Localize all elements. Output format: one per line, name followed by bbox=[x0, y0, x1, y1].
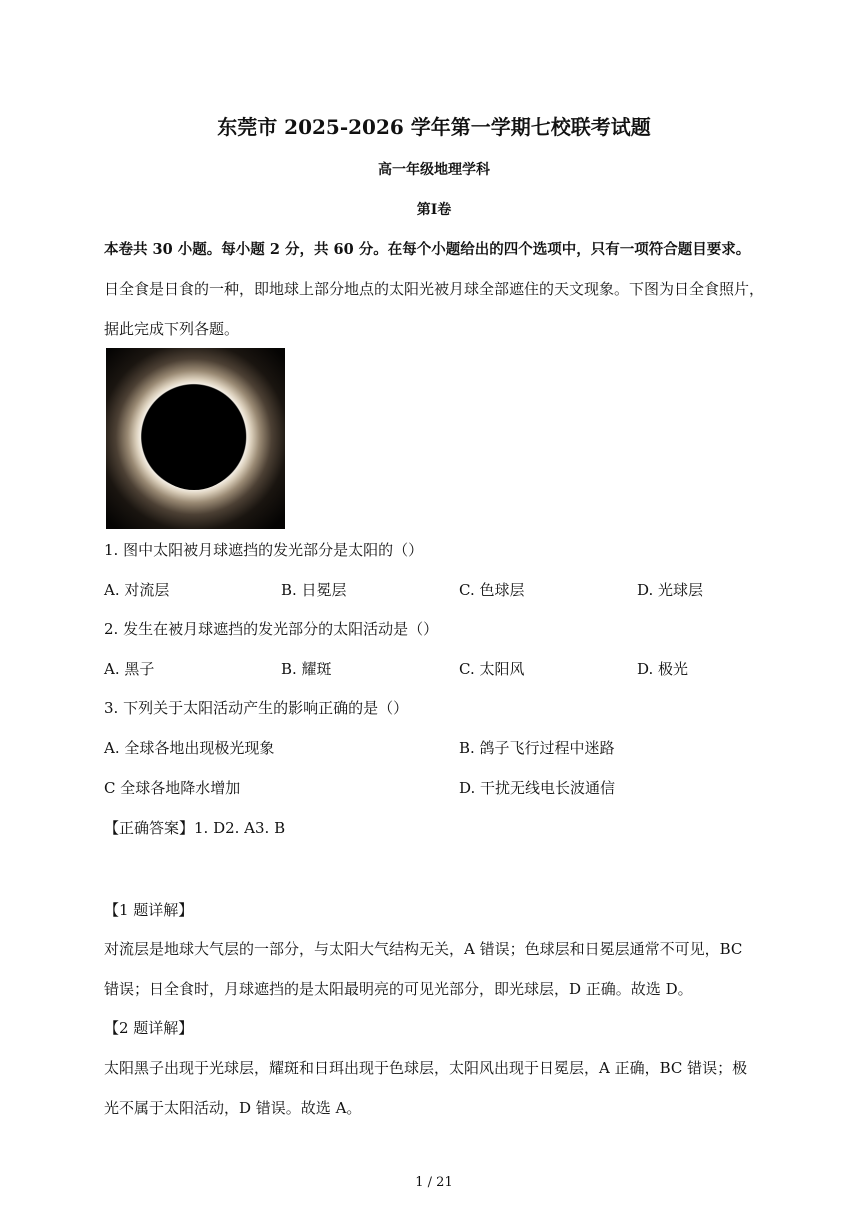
question-2-option-d: D. 极光 bbox=[637, 660, 689, 678]
moon-disc bbox=[146, 394, 242, 490]
question-1-option-d: D. 光球层 bbox=[637, 581, 704, 599]
exam-subtitle: 高一年级地理学科 bbox=[378, 162, 490, 178]
explanation-2-line-1: 太阳黑子出现于光球层，耀斑和日珥出现于色球层，太阳风出现于日冕层，A 正确，BC 错误；极 bbox=[104, 1059, 748, 1077]
answer-key: 【正确答案】1. D2. A3. B bbox=[104, 819, 286, 837]
intro-line-1: 日全食是日食的一种，即地球上部分地点的太阳光被月球全部遮住的天文现象。下图为日全食照片， bbox=[104, 280, 765, 298]
question-3-option-d: D. 干扰无线电长波通信 bbox=[459, 779, 616, 797]
question-3-option-c: C 全球各地降水增加 bbox=[104, 779, 241, 797]
question-2-stem: 2. 发生在被月球遮挡的发光部分的太阳活动是（） bbox=[104, 620, 439, 638]
question-3-stem: 3. 下列关于太阳活动产生的影响正确的是（） bbox=[104, 699, 409, 717]
question-2-option-b: B. 耀斑 bbox=[281, 660, 332, 678]
instructions: 本卷共 30 小题。每小题 2 分，共 60 分。在每个小题给出的四个选项中，只有一项符合题目要求。 bbox=[104, 241, 751, 258]
intro-line-2: 据此完成下列各题。 bbox=[104, 320, 240, 338]
question-1-option-a: A. 对流层 bbox=[104, 581, 170, 599]
volume-label: 第I卷 bbox=[416, 202, 452, 218]
exam-title: 东莞市 2025-2026 学年第一学期七校联考试题 bbox=[217, 115, 651, 139]
explanation-2-heading: 【2 题详解】 bbox=[104, 1019, 194, 1037]
solar-eclipse-image bbox=[106, 348, 285, 529]
explanation-1-line-1: 对流层是地球大气层的一部分，与太阳大气结构无关，A 错误；色球层和日冕层通常不可见，BC bbox=[104, 940, 743, 958]
question-2-option-c: C. 太阳风 bbox=[459, 660, 525, 678]
question-1-stem: 1. 图中太阳被月球遮挡的发光部分是太阳的（） bbox=[104, 541, 424, 559]
explanation-1-line-2: 错误；日全食时，月球遮挡的是太阳最明亮的可见光部分，即光球层，D 正确。故选 D。 bbox=[104, 980, 693, 998]
explanation-2-line-2: 光不属于太阳活动，D 错误。故选 A。 bbox=[104, 1099, 362, 1117]
question-2-option-a: A. 黑子 bbox=[104, 660, 155, 678]
question-3-option-b: B. 鸽子飞行过程中迷路 bbox=[459, 739, 615, 757]
page-number: 1 / 21 bbox=[415, 1175, 453, 1190]
question-3-option-a: A. 全球各地出现极光现象 bbox=[104, 739, 275, 757]
question-1-option-c: C. 色球层 bbox=[459, 581, 525, 599]
question-1-option-b: B. 日冕层 bbox=[281, 581, 347, 599]
explanation-1-heading: 【1 题详解】 bbox=[104, 901, 194, 919]
